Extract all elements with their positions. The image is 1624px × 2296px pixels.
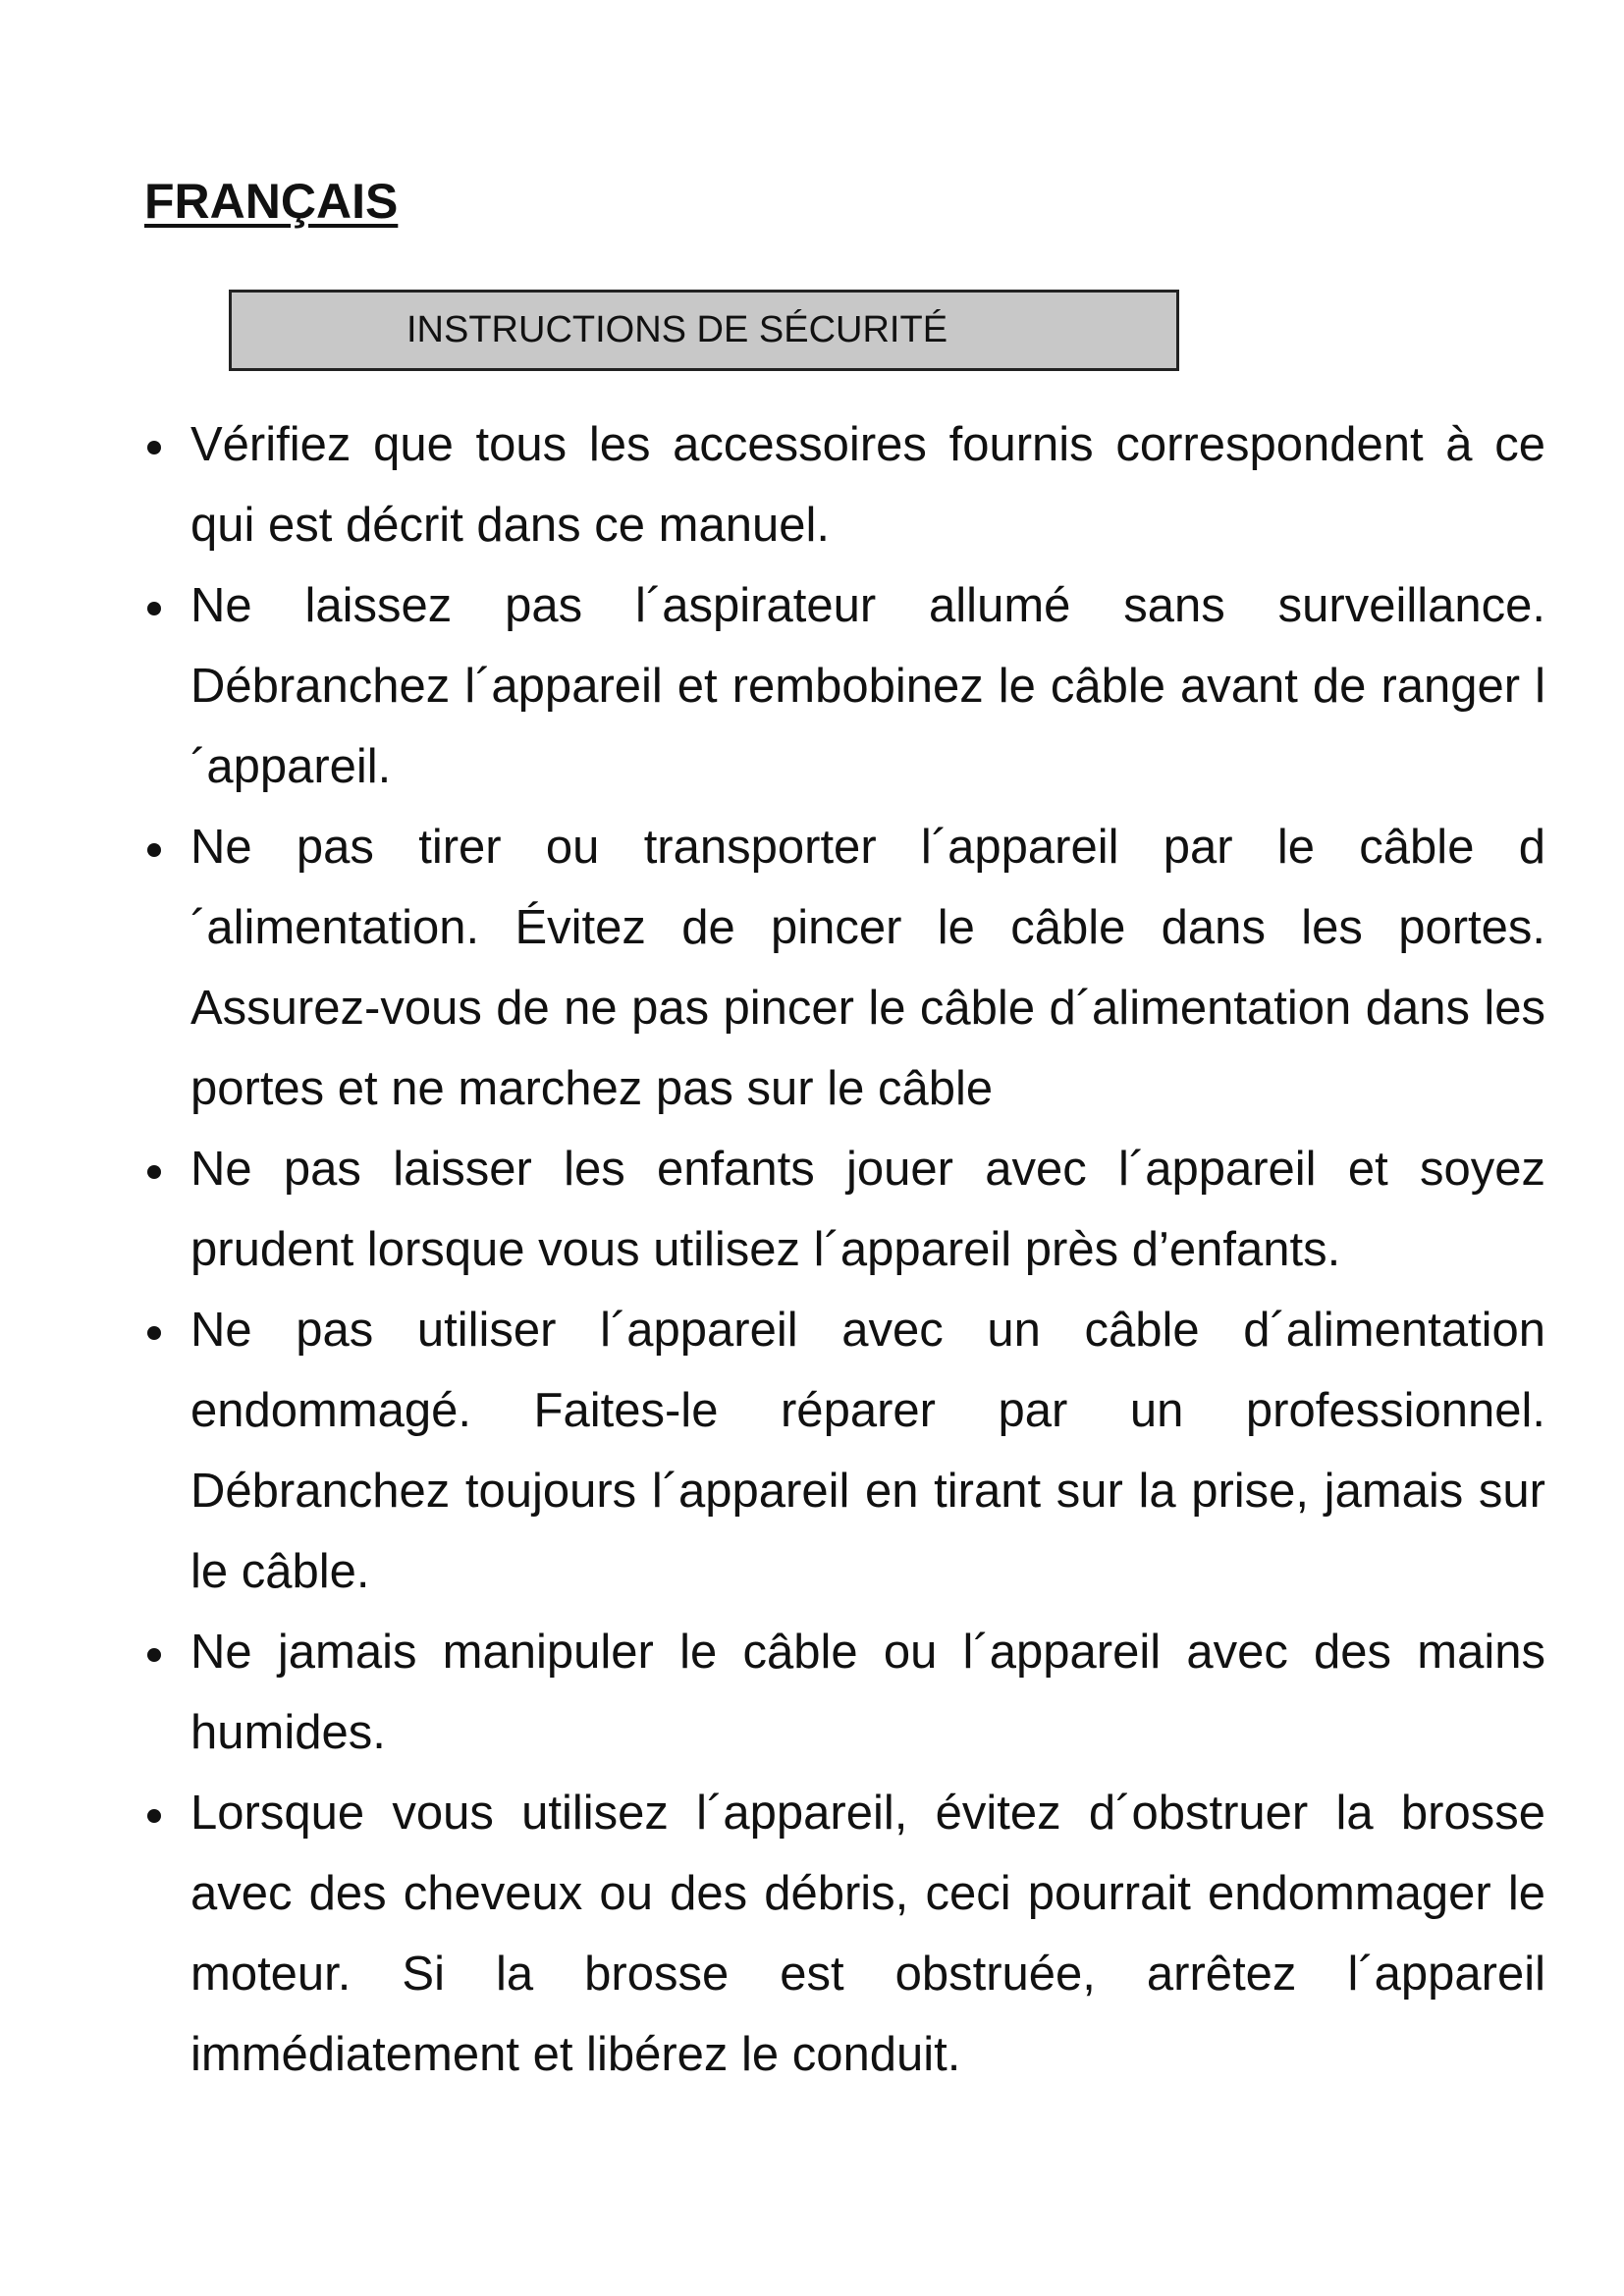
list-item-text: Ne laissez pas l´aspirateur allumé sans surveillance. Débranchez l´appareil et rembobinez le câble avant de ranger l´appareil. (190, 579, 1545, 793)
bullet-icon (147, 441, 161, 454)
list-item-text: Vérifiez que tous les accessoires fournis correspondent à ce qui est décrit dans ce manuel. (190, 418, 1545, 552)
list-item-text: Ne pas laisser les enfants jouer avec l´appareil et soyez prudent lorsque vous utilisez l´appareil près d’enfants. (190, 1143, 1545, 1276)
bullet-icon (147, 1165, 161, 1179)
list-item (0, 404, 1624, 565)
safety-instructions-list (0, 404, 1624, 2095)
list-item (0, 1290, 1624, 1612)
list-item-text: Ne pas tirer ou transporter l´appareil par le câble d´alimentation. Évitez de pincer le câble dans les portes. Assurez-vous de ne pas pincer le câble d´alimentation dans les portes et ne marchez pas sur le câble (190, 821, 1545, 1115)
list-item-text: Lorsque vous utilisez l´appareil, évitez d´obstruer la brosse avec des cheveux ou des débris, ceci pourrait endommager le moteur. Si la brosse est obstruée, arrêtez l´appareil immédiatement et libérez le conduit. (190, 1787, 1545, 2081)
list-item (0, 1612, 1624, 1773)
bullet-icon (147, 602, 161, 615)
bullet-icon (147, 1809, 161, 1823)
list-item (0, 1773, 1624, 2095)
section-title: INSTRUCTIONS DE SÉCURITÉ (229, 290, 1179, 371)
page-heading: FRANÇAIS (144, 174, 399, 229)
bullet-icon (147, 843, 161, 857)
list-item (0, 565, 1624, 807)
list-item-text: Ne pas utiliser l´appareil avec un câble d´alimentation endommagé. Faites-le réparer par un professionnel. Débranchez toujours l´appareil en tirant sur la prise, jamais sur le câble. (190, 1304, 1545, 1598)
bullet-icon (147, 1648, 161, 1662)
bullet-icon (147, 1326, 161, 1340)
list-item (0, 1129, 1624, 1290)
list-item-text: Ne jamais manipuler le câble ou l´appareil avec des mains humides. (190, 1626, 1545, 1759)
list-item (0, 807, 1624, 1129)
